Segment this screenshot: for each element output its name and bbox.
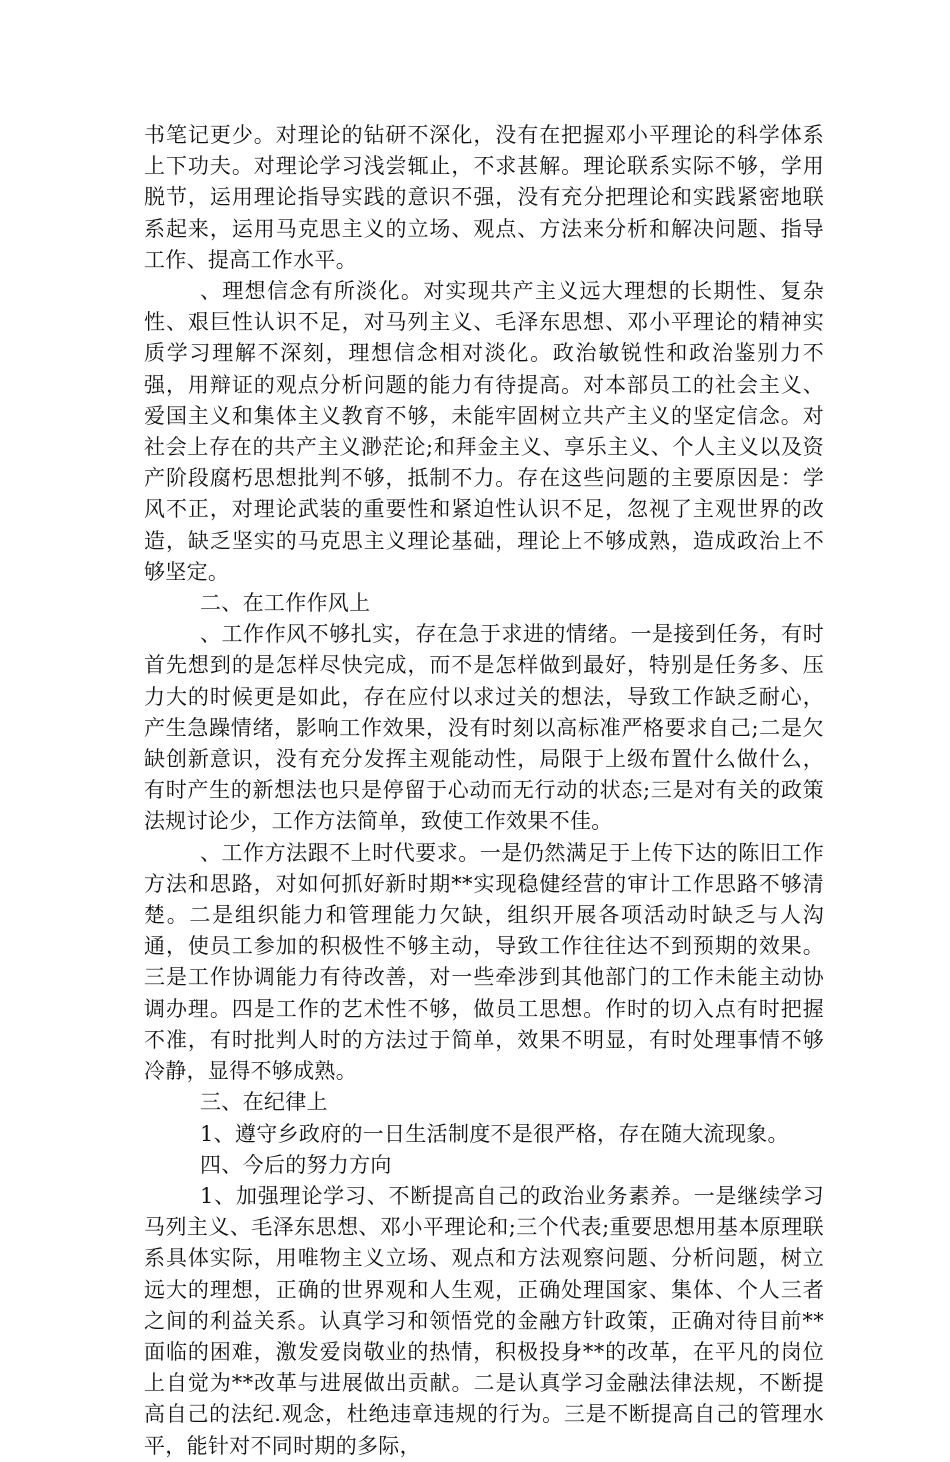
paragraph-work-style: 、工作作风不够扎实，存在急于求进的情绪。一是接到任务，有时首先想到的是怎样尽快完成，而不是怎样做到最好，特别是任务多、压力大的时候更是如此，存在应付以求过关的想法，导致工作缺乏耐心，产生急躁情绪，影响工作效果，没有时刻以高标准严格要求自己;二是欠缺创新意识，没有充分发挥主观能动性，局限于上级布置什么做什么，有时产生的新想法也只是停留于心动而无行动的状态;三是对有关的政策法规讨论少，工作方法简单，致使工作效果不佳。 bbox=[144, 622, 824, 834]
paragraph-theory-study: 书笔记更少。对理论的钻研不深化，没有在把握邓小平理论的科学体系上下功夫。对理论学习浅尝辄止，不求甚解。理论联系实际不够，学用脱节，运用理论指导实践的意识不强，没有充分把理论和实践紧密地联系起来，运用马克思主义的立场、观点、方法来分析和解决问题、指导工作、提高工作水平。 bbox=[144, 123, 824, 272]
document-body bbox=[144, 120, 824, 1462]
paragraph-discipline: 1、遵守乡政府的一日生活制度不是很严格，存在随大流现象。 bbox=[200, 1121, 789, 1146]
paragraph-work-method: 、工作方法跟不上时代要求。一是仍然满足于上传下达的陈旧工作方法和思路，对如何抓好新时期**实现稳健经营的审计工作思路不够清楚。二是组织能力和管理能力欠缺，组织开展各项活动时缺乏与人沟通，使员工参加的积极性不够主动，导致工作往往达不到预期的效果。三是工作协调能力有待改善，对一些牵涉到其他部门的工作未能主动协调办理。四是工作的艺术性不够，做员工思想。作时的切入点有时把握不准，有时批判人时的方法过于简单，效果不明显，有时处理事情不够冷静，显得不够成熟。 bbox=[144, 840, 824, 1084]
section-heading-future-direction: 四、今后的努力方向 bbox=[200, 1152, 392, 1177]
section-heading-work-style: 二、在工作作风上 bbox=[200, 591, 371, 616]
paragraph-ideals-faith: 、理想信念有所淡化。对实现共产主义远大理想的长期性、复杂性、艰巨性认识不足，对马列主义、毛泽东思想、邓小平理论的精神实质学习理解不深刻，理想信念相对淡化。政治敏锐性和政治鉴别力不强，用辩证的观点分析问题的能力有待提高。对本部员工的社会主义、爱国主义和集体主义教育不够，未能牢固树立共产主义的坚定信念。对社会上存在的共产主义渺茫论;和拜金主义、享乐主义、个人主义以及资产阶段腐朽思想批判不够，抵制不力。存在这些问题的主要原因是：学风不正，对理论武装的重要性和紧迫性认识不足，忽视了主观世界的改造，缺乏坚实的马克思主义理论基础，理论上不够成熟，造成政治上不够坚定。 bbox=[144, 279, 824, 584]
section-heading-discipline: 三、在纪律上 bbox=[200, 1090, 328, 1115]
paragraph-future-direction: 1、加强理论学习、不断提高自己的政治业务素养。一是继续学习马列主义、毛泽东思想、邓小平理论和;三个代表;重要思想用基本原理联系具体实际，用唯物主义立场、观点和方法观察问题、分析问题，树立远大的理想，正确的世界观和人生观，正确处理国家、集体、个人三者之间的利益关系。认真学习和领悟党的金融方针政策，正确对待目前**面临的困难，激发爱岗敬业的热情，积极投身**的改革，在平凡的岗位上自觉为**改革与进展做出贡献。二是认真学习金融法律法规，不断提高自己的法纪.观念，杜绝违章违规的行为。三是不断提高自己的管理水平，能针对不同时期的多际， bbox=[144, 1183, 824, 1458]
